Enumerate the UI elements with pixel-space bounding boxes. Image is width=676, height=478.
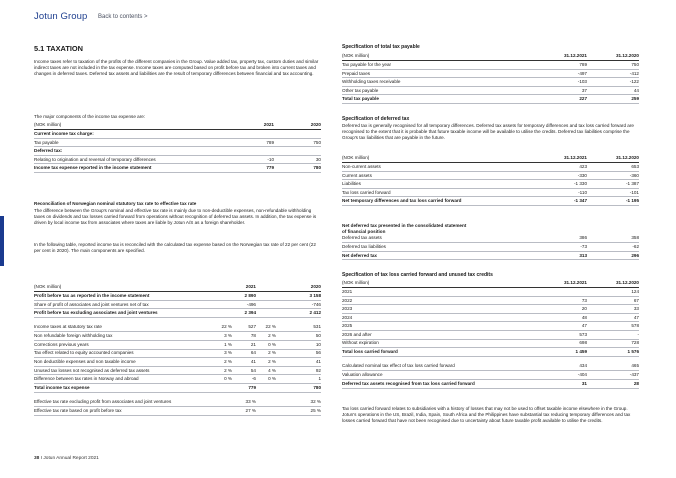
table-cell: Tax effect related to equity accounted companies — [34, 349, 210, 358]
table-row — [342, 95, 639, 104]
table-cell: Tax payable — [34, 138, 230, 147]
table-cell: Non refundable foreign withholding tax — [34, 332, 210, 341]
table-cell — [210, 292, 232, 301]
table-cell: 37 — [535, 86, 587, 95]
table-row — [34, 309, 321, 318]
table-cell — [210, 300, 232, 309]
table-row — [342, 180, 639, 189]
table-cell: Profit before tax excluding associates and joint ventures — [34, 309, 210, 318]
table-cell: Total income tax expense — [34, 384, 210, 393]
table-cell: 531 — [276, 323, 321, 332]
table-cell: Prepaid taxes — [342, 69, 535, 78]
table-row — [34, 147, 321, 156]
table-cell: 33 — [587, 305, 639, 314]
table-cell: 73 — [535, 296, 587, 305]
table-row — [34, 384, 321, 393]
table-cell: 2 890 — [232, 292, 256, 301]
table-header-row — [342, 154, 639, 163]
table-row — [342, 251, 639, 260]
table-row — [34, 155, 321, 164]
reconciliation-table — [34, 283, 321, 416]
table-cell: 50 — [276, 332, 321, 341]
table-row — [342, 86, 639, 95]
deferred-tax-paragraph: Deferred tax is generally recognised for all temporary differences. Deferred tax assets for temporary differences and tax loss carried forward are recognised to the extent that it is probable that future taxable income will be available to utilise the credits. Deferred tax liabilities comprise the Group's tax liabilities that are payable in the future. — [342, 123, 634, 141]
table-cell: -1 195 — [587, 197, 639, 206]
table-cell: 259 — [587, 95, 639, 104]
table-cell: 47 — [587, 313, 639, 322]
table-cell: 527 — [232, 323, 256, 332]
table-cell: 578 — [587, 322, 639, 331]
table-cell: 2024 — [342, 313, 535, 322]
table-cell: -101 — [587, 188, 639, 197]
table-cell — [256, 398, 276, 407]
footer-separator: I — [40, 456, 43, 461]
table-cell: Total loss carried forward — [342, 348, 535, 357]
column-header: 31.12.2020 — [587, 279, 639, 288]
table-cell: 780 — [274, 164, 321, 173]
table-cell: 465 — [587, 362, 639, 371]
table-cell: 358 — [587, 234, 639, 243]
table-cell: -1 330 — [535, 180, 587, 189]
table-cell: 56 — [276, 349, 321, 358]
column-header: (NOK million) — [342, 154, 535, 163]
table-cell: 92 — [276, 366, 321, 375]
table-cell — [256, 292, 276, 301]
table-row — [342, 339, 639, 348]
table-cell: 31 — [535, 380, 587, 389]
table-cell — [210, 309, 232, 318]
table-cell: -437 — [587, 371, 639, 380]
table-cell: 313 — [535, 251, 587, 260]
table-row — [342, 331, 639, 340]
table-cell: Tax loss carried forward — [342, 188, 535, 197]
table-row — [34, 366, 321, 375]
deferred-tax-table — [342, 154, 639, 206]
table-row — [342, 380, 639, 389]
table-cell: Current income tax charge: — [34, 130, 230, 139]
table-cell: 1 — [276, 375, 321, 384]
table-cell: Income taxes at statutory tax rate — [34, 323, 210, 332]
column-header: 2020 — [276, 283, 321, 292]
table-cell: Calculated nominal tax effect of tax loss carried forward — [342, 362, 535, 371]
components-table — [34, 121, 321, 173]
table-row — [34, 164, 321, 173]
table-cell: 10 — [276, 341, 321, 350]
table-cell: 434 — [535, 362, 587, 371]
table-row — [342, 305, 639, 314]
table-cell: 3 % — [210, 349, 232, 358]
table-row — [342, 371, 639, 380]
table-row — [342, 313, 639, 322]
table-cell: Withholding taxes receivable — [342, 78, 535, 87]
table-cell: Net temporary differences and tax loss carried forward — [342, 197, 535, 206]
column-header: 31.12.2021 — [535, 52, 587, 61]
table-cell: 41 — [232, 358, 256, 367]
table-cell: 4 % — [256, 366, 276, 375]
loss-carry-note: Tax loss carried forward relates to subsidiaries with a history of losses that may not be used to offset taxable income elsewhere in the Group. Jotun's operations in the US, Brazil, India, Spain, South Africa and the Philippines have substantial tax reducing temporary differences and tax losses carried forward that have not been recognised due to uncertainty about future taxable profit available to utilise the credits. — [342, 406, 631, 424]
table-cell: 750 — [587, 61, 639, 70]
table-cell: -103 — [535, 78, 587, 87]
column-header: 31.12.2020 — [587, 52, 639, 61]
table-cell: 2 % — [256, 349, 276, 358]
table-cell: 21 — [232, 341, 256, 350]
table-cell: 2023 — [342, 305, 535, 314]
table-cell: 573 — [535, 331, 587, 340]
table-cell: 2021 — [342, 288, 535, 297]
column-header: 31.12.2021 — [535, 154, 587, 163]
table-cell: 27 % — [232, 407, 256, 416]
reconciliation-paragraph-2: In the following table, reported income tax is reconciled with the calculated tax expense based on the Norwegian tax rate of 22 per cent (22 per cent in 2020). The main components are specified. — [34, 242, 316, 254]
table-cell: 41 — [276, 358, 321, 367]
table-cell: 33 % — [232, 398, 256, 407]
table-cell: 48 — [535, 313, 587, 322]
reconciliation-paragraph: The difference between the Group's nominal and effective tax rate is mainly due to non-deductible expenses, non-refundable withholding taxes on dividends and tax losses carried forward from operations without recognition of deferred tax assets. In addition, the tax expense is driven by local income tax from associates where taxes are liable by Jotun A/S as a foreign shareholder. — [34, 208, 317, 226]
table-row — [342, 188, 639, 197]
reconciliation-title: Reconciliation of Norwegian nominal statutory tax rate to effective tax rate — [34, 201, 197, 206]
table-cell — [535, 288, 587, 297]
column-header: (NOK million) — [342, 52, 535, 61]
table-cell: 2025 — [342, 322, 535, 331]
table-header-row — [342, 52, 639, 61]
table-cell: -496 — [232, 300, 256, 309]
table-row — [34, 349, 321, 358]
table-row — [34, 332, 321, 341]
table-cell: -404 — [535, 371, 587, 380]
table-cell: 44 — [587, 86, 639, 95]
table-cell: -360 — [587, 171, 639, 180]
table-cell: 2026 and after — [342, 331, 535, 340]
table-cell: 0 % — [210, 375, 232, 384]
table-cell: Effective tax rate based on profit before tax — [34, 407, 210, 416]
table-cell: Without expiration — [342, 339, 535, 348]
table-row — [34, 138, 321, 147]
table-cell: 386 — [535, 234, 587, 243]
table-cell — [210, 384, 232, 393]
table-cell: 22 % — [210, 323, 232, 332]
net-deferred-table — [342, 234, 639, 260]
table-cell: Difference between tax rates in Norway and abroad — [34, 375, 210, 384]
table-header-row — [342, 279, 639, 288]
column-header: 31.12.2020 — [587, 154, 639, 163]
table-cell: 64 — [232, 349, 256, 358]
column-header: (NOK million) — [342, 279, 535, 288]
table-cell: 3 158 — [276, 292, 321, 301]
total-tax-payable-table — [342, 52, 639, 104]
table-cell: 2 % — [210, 366, 232, 375]
table-cell — [256, 309, 276, 318]
table-cell: 25 % — [276, 407, 321, 416]
table-cell — [274, 147, 321, 156]
table-row — [342, 61, 639, 70]
top-bar — [0, 0, 676, 36]
table-row — [342, 288, 639, 297]
components-intro: The major components of the income tax expense are: — [34, 114, 146, 119]
table-cell: Deferred tax: — [34, 147, 230, 156]
table-cell: 789 — [535, 61, 587, 70]
table-row — [342, 322, 639, 331]
table-cell: Corrections previous years — [34, 341, 210, 350]
table-cell: 789 — [230, 138, 274, 147]
table-cell: Deferred tax liabilities — [342, 243, 535, 252]
table-cell: 2 394 — [232, 309, 256, 318]
table-cell: 28 — [587, 380, 639, 389]
table-cell: Non deductible expenses and non taxable income — [34, 358, 210, 367]
table-cell — [256, 407, 276, 416]
table-cell: 653 — [587, 163, 639, 172]
table-cell: 779 — [230, 164, 274, 173]
table-row — [342, 243, 639, 252]
table-cell: 779 — [232, 384, 256, 393]
page-number: 38 — [34, 456, 40, 461]
table-cell: Profit before tax as reported in the income statement — [34, 292, 210, 301]
table-cell — [210, 407, 232, 416]
table-cell: Non-current assets — [342, 163, 535, 172]
table-cell — [230, 147, 274, 156]
table-cell: Deferred tax assets recognised from tax loss carried forward — [342, 380, 535, 389]
table-cell: 1 576 — [587, 348, 639, 357]
table-cell: 780 — [276, 384, 321, 393]
table-cell — [230, 130, 274, 139]
table-row — [34, 358, 321, 367]
table-cell: -1 387 — [587, 180, 639, 189]
column-header: 2020 — [274, 121, 321, 130]
column-header: (NOK million) — [34, 283, 210, 292]
table-cell: 2 412 — [276, 309, 321, 318]
table-cell: 1 % — [210, 341, 232, 350]
table-row — [34, 292, 321, 301]
table-cell: 22 % — [256, 323, 276, 332]
table-cell: Net deferred tax — [342, 251, 535, 260]
table-row — [34, 407, 321, 416]
column-header: (NOK million) — [34, 121, 230, 130]
table-cell: 0 % — [256, 375, 276, 384]
table-cell: 1 459 — [535, 348, 587, 357]
table-cell: 2022 — [342, 296, 535, 305]
table-cell: 750 — [274, 138, 321, 147]
table-cell: Other tax payable — [342, 86, 535, 95]
back-to-contents-link[interactable]: Back to contents > — [98, 14, 148, 20]
table-cell: 2 % — [256, 332, 276, 341]
table-cell: 3 % — [210, 332, 232, 341]
table-cell: -10 — [230, 155, 274, 164]
table-cell: 30 — [274, 155, 321, 164]
report-title: Jotun Annual Report 2021 — [43, 456, 99, 461]
table-cell: -73 — [535, 243, 587, 252]
table-row — [342, 296, 639, 305]
table-cell: -6 — [232, 375, 256, 384]
table-row — [342, 171, 639, 180]
table-cell: Income tax expense reported in the income statement — [34, 164, 230, 173]
table-cell: Tax payable for the year — [342, 61, 535, 70]
table-cell: 78 — [232, 332, 256, 341]
table-cell: 54 — [232, 366, 256, 375]
table-cell: 124 — [587, 288, 639, 297]
table-cell: 728 — [587, 339, 639, 348]
table-cell: 2 % — [210, 358, 232, 367]
loss-carry-title: Specification of tax loss carried forward and unused tax credits — [342, 272, 493, 278]
table-row — [34, 341, 321, 350]
company-logo[interactable]: Jotun Group — [34, 11, 88, 22]
table-row — [342, 234, 639, 243]
table-cell — [210, 398, 232, 407]
table-row — [342, 197, 639, 206]
table-cell: -330 — [535, 171, 587, 180]
table-cell: 296 — [587, 251, 639, 260]
table-row — [342, 69, 639, 78]
deferred-tax-title: Specification of deferred tax — [342, 116, 410, 122]
column-header: 31.12.2021 — [535, 279, 587, 288]
table-cell: -110 — [535, 188, 587, 197]
table-cell: -1 347 — [535, 197, 587, 206]
table-cell: Relating to origination and reversal of temporary differences — [34, 155, 230, 164]
table-cell: 47 — [535, 322, 587, 331]
section-title: 5.1 TAXATION — [34, 44, 84, 53]
table-cell — [256, 300, 276, 309]
table-cell: 20 — [535, 305, 587, 314]
column-header: 2021 — [230, 121, 274, 130]
table-cell — [256, 384, 276, 393]
table-cell: Valuation allowance — [342, 371, 535, 380]
table-cell: -746 — [276, 300, 321, 309]
table-header-row — [34, 283, 321, 292]
table-cell — [274, 130, 321, 139]
table-cell: Current assets — [342, 171, 535, 180]
table-cell: -62 — [587, 243, 639, 252]
table-row — [342, 362, 639, 371]
table-cell: 698 — [535, 339, 587, 348]
table-cell: Deferred tax assets — [342, 234, 535, 243]
table-cell: Effective tax rate excluding profit from associates and joint ventures — [34, 398, 210, 407]
table-row — [34, 398, 321, 407]
intro-paragraph: Income taxes refer to taxation of the profits of the different companies in the Group. Value added tax, property tax, custom duties and similar indirect taxes are not included in the tax expense. Income taxes are computed based on profit before tax and broken into current taxes and changes in deferred taxes. Deferred tax assets and liabilities are the result of temporary differences between financial and tax accounting. — [34, 59, 319, 77]
table-cell: Liabilities — [342, 180, 535, 189]
loss-carry-table — [342, 279, 639, 389]
net-deferred-title-line1: Net deferred tax presented in the consolidated statement — [342, 223, 467, 228]
table-cell: 2 % — [256, 358, 276, 367]
table-cell: 32 % — [276, 398, 321, 407]
table-header-row — [34, 121, 321, 130]
table-cell: Share of profit of associates and joint ventures net of tax — [34, 300, 210, 309]
table-row — [34, 323, 321, 332]
table-cell: 227 — [535, 95, 587, 104]
total-tax-payable-title: Specification of total tax payable — [342, 44, 420, 50]
table-row — [34, 375, 321, 384]
column-header: 2021 — [232, 283, 256, 292]
table-cell: Unused tax losses not recognised as deferred tax assets — [34, 366, 210, 375]
table-cell: - — [587, 331, 639, 340]
table-cell: -412 — [587, 69, 639, 78]
table-cell: -122 — [587, 78, 639, 87]
table-row — [342, 348, 639, 357]
page-footer — [34, 456, 99, 462]
sidebar-accent-bar — [0, 216, 4, 266]
table-cell: 0 % — [256, 341, 276, 350]
table-cell: -497 — [535, 69, 587, 78]
net-deferred-title-line2: of financial position — [342, 229, 386, 235]
table-row — [34, 130, 321, 139]
table-cell: Total tax payable — [342, 95, 535, 104]
table-row — [342, 163, 639, 172]
table-row — [342, 78, 639, 87]
table-row — [34, 300, 321, 309]
table-cell: 67 — [587, 296, 639, 305]
table-cell: 423 — [535, 163, 587, 172]
